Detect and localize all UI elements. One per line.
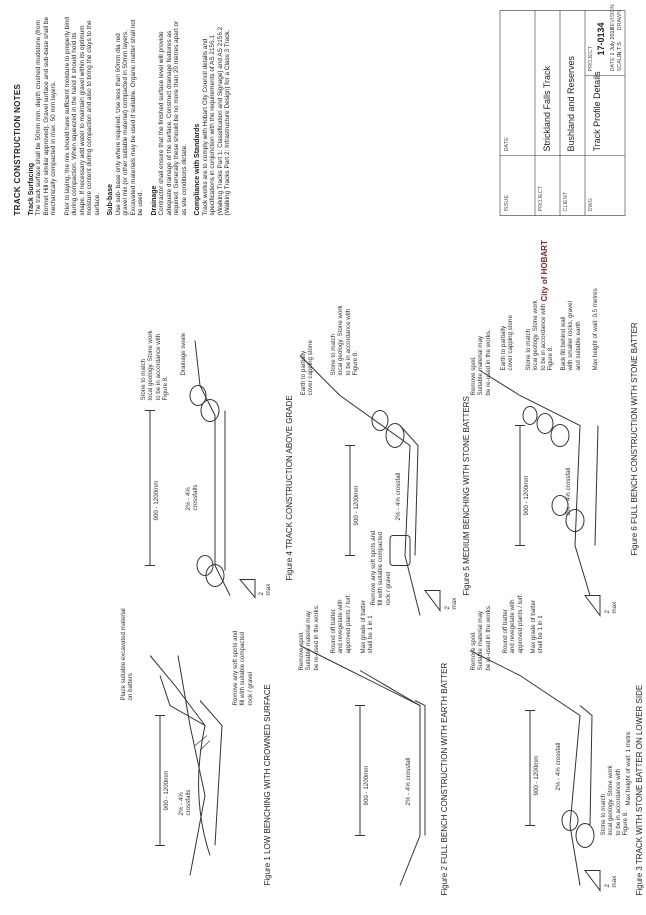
date-label-top: DATE [504,136,510,151]
notes-heading-surfacing: Track Surfacing [27,162,35,215]
figure-1-drawing [150,655,222,875]
figure-6-drawing [480,370,600,615]
notes-heading-drainage: Drainage [150,185,158,215]
fig1-caption: Figure 1 LOW BENCHING WITH CROWNED SURFACE [263,683,272,885]
fig3-dimension: 900 - 1200mm [533,755,540,795]
fig6-note-3: Stone to match local geology. Stone work to be in accordance with Figure 8. [525,299,554,370]
notes-heading-subbase: Sub-base [107,183,114,215]
fig3-note-3: Max grade of batter shall be 1 in 1 [530,599,545,653]
fig5-crossfall: 2% - 4% crossfall [395,472,402,520]
fig4-crossfall: 2% - 4% crossfalls [185,484,200,510]
drawing-title: Track Profile Details [592,70,602,151]
fig3-note-1: Remove spoil. Suitable material may be re-used in the works. [470,603,492,670]
fig6-note-5: Max height of wall: 0.5 metres [592,287,599,370]
construction-notes [14,15,232,215]
fig4-note-1: Stone to match local geology. Stone work to be in accordance with Figure 8. [140,329,169,400]
notes-body-subbase: Use sub- base only where required. Use less than 60mm dia red gravel mix (or other suitable material) compacted in 50mm layers. Excavated materials may be used if suitable. Organic matter shall not be used. [114,18,144,215]
scale-label: SCALE [617,52,623,71]
fig5-slope: 2 max [444,597,459,609]
fig1-note-1: Place suitable excavated material on batters [120,607,135,700]
fig5-caption: Figure 5 MEDIUM BENCHING WITH STONE BATTERS [462,395,471,595]
fig6-note-1: Remove spoil. Suitable material may be re-used in the works. [470,328,492,395]
date-value: 1 July 2018 [610,26,616,55]
fig5-note-3: Remove any soft spots and fill with suitable compacted rock / gravel [370,530,392,605]
fig4-slope: 2 max [258,583,273,595]
number-label: PROJECT [588,45,594,71]
notes-body-surfacing: The track surface shall be 50mm min. depth crushed mudstone (from Bonnet Hill or similar approved). Gravel surface and sub-base shall be mechanically compacted in max. 50 mm layers. [35,16,57,215]
notes-title: TRACK CONSTRUCTION NOTES [13,83,22,215]
fig1-crossfall: 2% - 4% crossfalls [178,789,193,815]
fig2-dimension: 900 - 1200mm [363,765,370,805]
fig4-note-2: Drainage swale [180,332,187,375]
fig2-note-2: Round off batter and revegetate with approved plants / turf. [330,593,352,653]
fig1-dimension: 900 - 1200mm [163,770,170,810]
fig2-crossfall: 2% - 4% crossfall [405,757,412,805]
project-number: 17-0134 [596,21,606,55]
fig3-crossfall: 2% - 4% crossfall [555,742,562,790]
title-block [500,3,625,215]
fig1-note-2: Remove any soft spots and fill with suitable compacted rock / gravel [232,630,254,705]
fig5-note-2: Stone to match local geology. Stone work to be in accordance with Figure 8. [330,304,359,375]
scale-value: N.T.S [617,41,623,55]
fig3-slope: 2 max [604,875,619,887]
notes-body-moisture: Prior to laying, the mix should have sufficient moisture to properly bind during compaction. When squeezed in the hand it should hold its shape. If necessary add water to maintain gravel within its optimum moisture content during compaction and also to bring the clays to the surface. [63,16,101,215]
issue-label: ISSUE [504,194,510,211]
fig3-note-5: Max height of wall: 1 metre [625,731,632,805]
fig6-note-2: Earth to partially cover capping stone [500,314,515,370]
fig2-caption: Figure 2 FULL BENCH CONSTRUCTION WITH EARTH BATTER [440,662,449,895]
notes-body-compliance: Track works are to comply with Hobart City Council details and specifications in conjunction with the requirements of AS 2156.1 (Walking Tracks Part 1: Classification and Signage) and AS 2156.2 (Walking Tracks Part 2: Infrastructure Design) for a Class 3 Track. [201,26,231,215]
fig4-dimension: 900 - 1200mm [153,480,160,520]
notes-body-drainage: Contractor shall ensure that the finished surface level will provide adequate drainage of the surface. Construct drainage features as required. Generally these should be no more than 20 metres apart or as site conditions dictate. [158,20,188,215]
fig6-note-4: Back fill behind wall with smaller rocks, gravel and suitable earth [560,300,582,370]
fig6-caption: Figure 6 FULL BENCH CONSTRUCTION WITH STONE BATTER [630,321,639,555]
drawn-label: DRAWN [617,9,623,30]
fig5-note-1: Earth to partially cover capping stone [300,339,315,395]
notes-heading-compliance: Compliance with Standards [194,123,201,215]
fig6-slope: 2 max [604,601,619,613]
fig2-note-1: Remove spoil. Suitable material may be re-used in the works. [298,603,320,670]
fig5-dimension: 900 - 1200mm [353,485,360,525]
logo-text: City of HOBART [540,239,549,301]
project-label: PROJECT [538,185,544,211]
rev-label: REVISION [610,3,616,30]
client-label: CLIENT [563,191,569,211]
fig2-note-3: Max grade of batter shall be 1 in 1 [360,599,375,653]
fig3-note-2: Round off batter and revegetate with approved plants / turf. [502,593,524,653]
fig3-note-4: Stone to match local geology. Stone work to be in accordance with Figure 8. [600,764,629,835]
client-name: Bushland and Reserves [566,55,576,151]
city-of-hobart-logo [540,231,620,301]
date-label: DATE [610,56,616,71]
fig6-dimension: 900 - 1200mm [523,475,530,515]
fig3-caption: Figure 3 TRACK WITH STONE BATTER ON LOWER SIDE [635,684,644,895]
dwg-label: DWG [588,197,594,211]
project-name: Strickland Falls Track [542,65,552,151]
fig6-crossfall: 2% - 4% crossfall [565,467,572,515]
fig4-caption: Figure 4 TRACK CONSTRUCTION ABOVE GRADE [285,394,294,580]
